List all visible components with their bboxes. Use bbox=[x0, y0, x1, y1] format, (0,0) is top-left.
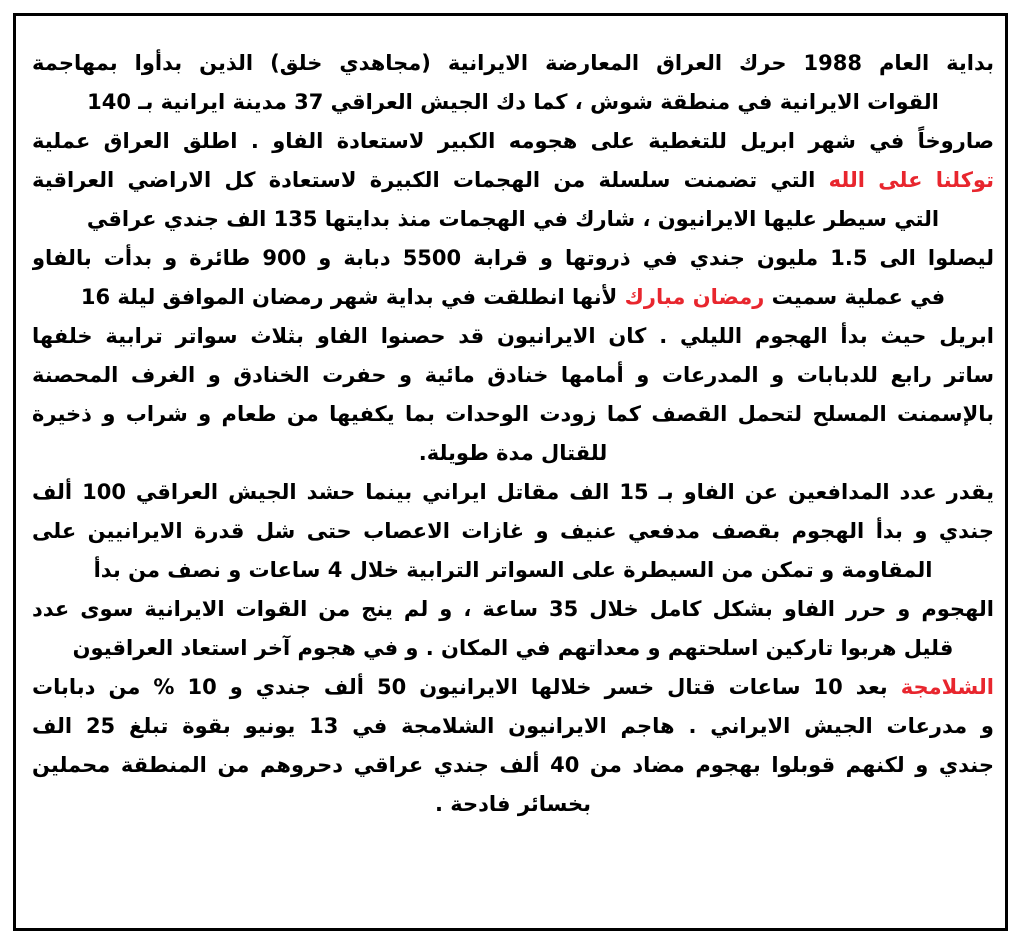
text-line: للقتال مدة طويلة. bbox=[418, 441, 608, 465]
document-body bbox=[32, 44, 994, 824]
text-line: جندي و بدأ الهجوم بقصف مدفعي عنيف و غازات الاعصاب حتى شل قدرة الايرانيين على bbox=[32, 519, 994, 543]
text-line: صاروخاً في شهر ابريل للتغطية على هجومه الكبير لاستعادة الفاو . اطلق العراق عملية bbox=[32, 129, 994, 153]
text-line: و مدرعات الجيش الايراني . هاجم الايرانيون الشلامجة في 13 يونيو بقوة تبلغ 25 الف bbox=[32, 714, 994, 738]
text-segment: في عملية سميت bbox=[764, 285, 946, 309]
text-line: بخسائر فادحة . bbox=[434, 792, 592, 816]
text-line: بالإسمنت المسلح لتحمل القصف كما زودت الوحدات بما يكفيها من طعام و شراب و ذخيرة bbox=[32, 402, 994, 426]
text-line: يقدر عدد المدافعين عن الفاو بـ 15 الف مقاتل ايراني بينما حشد الجيش العراقي 100 ألف bbox=[32, 480, 994, 504]
text-line: ابريل حيث بدأ الهجوم الليلي . كان الايرانيون قد حصنوا الفاو بثلاث سواتر ترابية خلفها bbox=[32, 324, 994, 348]
text-line bbox=[32, 161, 994, 200]
text-segment: لأنها انطلقت في بداية شهر رمضان الموافق ليلة 16 bbox=[80, 285, 625, 309]
text-line: قليل هربوا تاركين اسلحتهم و معداتهم في المكان . و في هجوم آخر استعاد العراقيون bbox=[72, 636, 954, 660]
text-line: ليصلوا الى 1.5 مليون جندي في ذروتها و قرابة 5500 دبابة و 900 طائرة و بدأت بالفاو bbox=[32, 246, 994, 270]
highlight-operation-name: رمضان مبارك bbox=[624, 285, 765, 309]
text-line: ساتر رابع للدبابات و المدرعات و أمامها خنادق مائية و حفرت الخنادق و الغرف المحصنة bbox=[32, 363, 994, 387]
paragraph-2 bbox=[32, 473, 994, 824]
text-line bbox=[32, 668, 994, 707]
text-segment: التي تضمنت سلسلة من الهجمات الكبيرة لاستعادة كل الاراضي العراقية bbox=[32, 168, 829, 192]
paragraph-1 bbox=[32, 44, 994, 473]
text-line: المقاومة و تمكن من السيطرة على السواتر الترابية خلال 4 ساعات و نصف من بدأ bbox=[93, 558, 933, 582]
highlight-place-name: الشلامجة bbox=[900, 675, 994, 699]
highlight-operation-name: توكلنا على الله bbox=[828, 168, 994, 192]
text-line: بداية العام 1988 حرك العراق المعارضة الايرانية (مجاهدي خلق) الذين بدأوا بمهاجمة bbox=[32, 51, 994, 75]
text-line: جندي و لكنهم قوبلوا بهجوم مضاد من 40 ألف جندي عراقي دحروهم من المنطقة محملين bbox=[32, 753, 994, 777]
text-line: الهجوم و حرر الفاو بشكل كامل خلال 35 ساعة ، و لم ينج من القوات الايرانية سوى عدد bbox=[32, 597, 994, 621]
text-line bbox=[32, 278, 994, 317]
text-line: القوات الايرانية في منطقة شوش ، كما دك الجيش العراقي 37 مدينة ايرانية بـ 140 bbox=[87, 90, 939, 114]
text-segment: بعد 10 ساعات قتال خسر خلالها الايرانيون 50 ألف جندي و 10 % من دبابات bbox=[32, 675, 901, 699]
text-line: التي سيطر عليها الايرانيون ، شارك في الهجمات منذ بدايتها 135 الف جندي عراقي bbox=[86, 207, 940, 231]
